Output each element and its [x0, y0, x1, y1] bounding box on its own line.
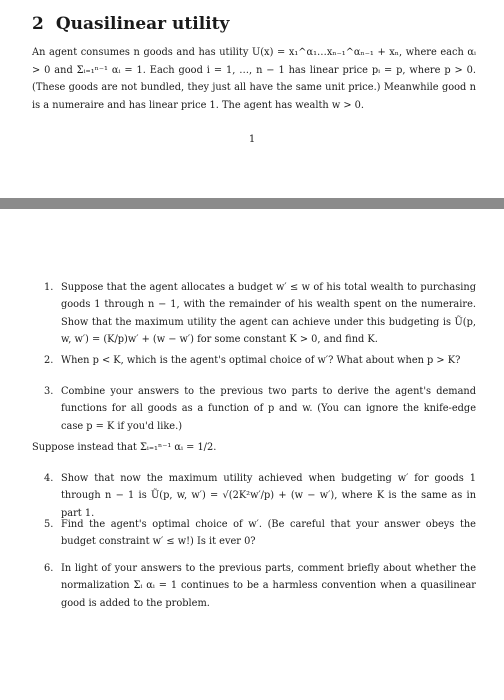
question-text: When p < K, which is the agent's optimal choice of w′? What about when p > K? [61, 355, 461, 366]
question-text: In light of your answers to the previous parts, comment briefly about whether the normalization Σᵢ αᵢ = 1 continues to be a harmless convention when a quasilinear good is added to the problem. [61, 563, 476, 609]
suppose-instead: Suppose instead that Σᵢ₌₁ⁿ⁻¹ αᵢ = 1/2. [32, 442, 217, 453]
page-two [0, 209, 504, 700]
question-6 [44, 560, 476, 612]
question-text: Show that now the maximum utility achieved when budgeting w′ for goods 1 through n − 1 is Ũ(p, w, w′) = √(2K²w′/p) + (w − w′), where K is the same as in part 1. [61, 473, 476, 519]
page-number: 1 [248, 134, 256, 145]
section-title: Quasilinear utility [55, 14, 230, 34]
question-label: 1. [44, 282, 54, 293]
question-4 [44, 470, 476, 522]
question-5 [44, 516, 476, 551]
section-heading [32, 14, 229, 34]
question-label: 6. [44, 563, 54, 574]
page-one-bottom [0, 0, 504, 198]
question-label: 5. [44, 519, 54, 530]
question-3 [44, 383, 476, 435]
question-1 [44, 279, 476, 348]
section-number: 2 [32, 14, 44, 34]
question-text: Combine your answers to the previous two parts to derive the agent's demand functions for all goods as a function of p and w. (You can ignore the knife-edge case p = K if you'd like.) [61, 386, 476, 432]
question-label: 3. [44, 386, 54, 397]
page-separator [0, 198, 504, 209]
question-2 [44, 352, 476, 369]
question-label: 2. [44, 355, 54, 366]
intro-paragraph: An agent consumes n goods and has utility U(x) = x₁^α₁…xₙ₋₁^αₙ₋₁ + xₙ, where each αᵢ > 0 and Σᵢ₌₁ⁿ⁻¹ αᵢ = 1. Each good i = 1, …, n − 1 has linear price pᵢ = p, where p > 0. (These goods are not bundled, they just all have the same unit price.) Meanwhile good n is a numeraire and has linear price 1. The agent has wealth w > 0. [32, 47, 476, 111]
question-text: Suppose that the agent allocates a budget w′ ≤ w of his total wealth to purchasing goods 1 through n − 1, with the remainder of his wealth spent on the numeraire. Show that the maximum utility the agent can achieve under this budgeting is Ũ(p, w, w′) = (K/p)w′ + (w − w′) for some constant K > 0, and find K. [61, 282, 476, 345]
question-label: 4. [44, 473, 54, 484]
question-text: Find the agent's optimal choice of w′. (Be careful that your answer obeys the budget constraint w′ ≤ w!) Is it ever 0? [61, 519, 476, 548]
